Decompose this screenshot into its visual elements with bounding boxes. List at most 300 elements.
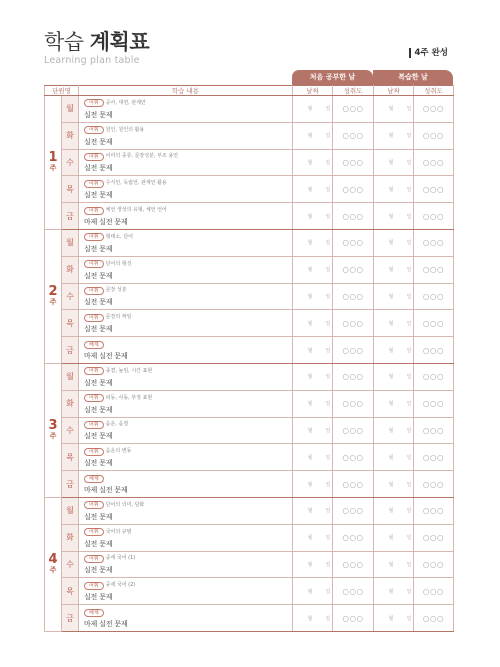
day-label: 일 [325, 508, 331, 515]
lesson-title: 실전 문제 [84, 325, 113, 334]
first-score-field[interactable] [333, 390, 374, 417]
topic-text: 문장 성분 [105, 287, 127, 294]
day-cell: 수 [62, 551, 79, 578]
review-date-field[interactable] [374, 229, 414, 256]
col-review-score: 성취도 [414, 86, 454, 96]
week-number: 1 [48, 150, 58, 166]
table-row [45, 310, 454, 337]
review-score-field[interactable] [414, 176, 454, 203]
month-label: 월 [388, 535, 394, 542]
lesson-title: 실전 문제 [84, 459, 113, 468]
first-date-field[interactable] [293, 444, 333, 471]
month-label: 월 [388, 481, 394, 488]
month-label: 월 [307, 186, 313, 193]
first-score-field[interactable] [333, 203, 374, 230]
review-score-field[interactable] [414, 417, 454, 444]
first-score-field[interactable] [333, 256, 374, 283]
first-date-field[interactable] [293, 310, 333, 337]
week-cell [45, 363, 62, 497]
review-score-field[interactable] [414, 310, 454, 337]
table-row [45, 363, 454, 390]
score-circles: ○○○ [342, 238, 364, 248]
content-cell [79, 363, 293, 390]
category-tag: 어휘 [84, 233, 104, 241]
score-circles: ○○○ [342, 533, 364, 543]
month-label: 월 [388, 320, 394, 327]
score-circles: ○○○ [422, 184, 445, 194]
month-label: 월 [307, 374, 313, 381]
review-date-field[interactable] [374, 176, 414, 203]
category-tag: 어휘 [84, 180, 104, 188]
review-score-field[interactable] [414, 390, 454, 417]
day-label: 일 [325, 106, 331, 113]
review-date-field[interactable] [374, 578, 414, 605]
day-label: 일 [406, 213, 412, 220]
day-label: 일 [325, 454, 331, 461]
first-date-field[interactable] [293, 578, 333, 605]
day-label: 일 [406, 588, 412, 595]
first-date-field[interactable] [293, 283, 333, 310]
review-score-field[interactable] [414, 122, 454, 149]
content-cell [79, 149, 293, 176]
table-row [45, 524, 454, 551]
day-cell: 화 [62, 524, 79, 551]
day-label: 일 [325, 374, 331, 381]
category-tag: 어휘 [84, 582, 104, 590]
month-label: 월 [307, 454, 313, 461]
day-label: 일 [325, 186, 331, 193]
day-label: 일 [406, 561, 412, 568]
topic-text: 피동, 사동, 부정 표현 [105, 394, 153, 401]
day-label: 일 [325, 133, 331, 140]
first-score-field[interactable] [333, 471, 374, 498]
first-score-field[interactable] [333, 417, 374, 444]
day-label: 일 [406, 186, 412, 193]
day-label: 일 [406, 454, 412, 461]
table-row [45, 203, 454, 230]
page-title [44, 30, 149, 54]
day-label: 일 [406, 401, 412, 408]
day-cell: 화 [62, 256, 79, 283]
review-date-field[interactable] [374, 203, 414, 230]
lesson-title: 실전 문제 [84, 191, 113, 200]
day-label: 일 [325, 267, 331, 274]
score-circles: ○○○ [342, 425, 364, 435]
first-score-field[interactable] [333, 605, 374, 632]
score-circles: ○○○ [342, 613, 364, 623]
topic-text: 수식언, 독립언, 관계언 활용 [105, 180, 167, 187]
lesson-title: 실전 문제 [84, 593, 113, 602]
score-circles: ○○○ [422, 131, 445, 141]
review-score-field[interactable] [414, 471, 454, 498]
day-label: 일 [325, 427, 331, 434]
month-label: 월 [307, 133, 313, 140]
first-date-field[interactable] [293, 176, 333, 203]
day-label: 일 [325, 320, 331, 327]
review-date-field[interactable] [374, 256, 414, 283]
score-circles: ○○○ [422, 345, 445, 355]
review-date-field[interactable] [374, 149, 414, 176]
content-cell [79, 471, 293, 498]
lesson-title: 실전 문제 [84, 539, 113, 548]
topic-text: 문장의 짜임 [105, 314, 132, 321]
table-row [45, 390, 454, 417]
month-label: 월 [388, 427, 394, 434]
review-score-field[interactable] [414, 283, 454, 310]
review-date-field[interactable] [374, 363, 414, 390]
content-cell [79, 605, 293, 632]
score-circles: ○○○ [422, 559, 445, 569]
review-date-field[interactable] [374, 497, 414, 524]
lesson-title: 실전 문제 [84, 298, 113, 307]
day-cell: 금 [62, 471, 79, 498]
week-unit: 주 [49, 566, 57, 575]
category-tag: 어휘 [84, 448, 104, 456]
day-label: 일 [406, 374, 412, 381]
review-date-field[interactable] [374, 310, 414, 337]
table-row [45, 229, 454, 256]
first-date-field[interactable] [293, 203, 333, 230]
review-score-field[interactable] [414, 337, 454, 364]
table-row [45, 337, 454, 364]
lesson-title: 실전 문제 [84, 378, 113, 387]
month-label: 월 [388, 508, 394, 515]
lesson-title: 실전 문제 [84, 405, 113, 414]
lesson-title: 실전 문제 [84, 271, 113, 280]
score-circles: ○○○ [422, 157, 445, 167]
table-row [45, 551, 454, 578]
review-date-field[interactable] [374, 337, 414, 364]
topic-text: 중세 국어 (2) [105, 582, 136, 589]
day-label: 일 [325, 481, 331, 488]
day-cell: 화 [62, 122, 79, 149]
month-label: 월 [388, 133, 394, 140]
month-label: 월 [307, 320, 313, 327]
review-score-field[interactable] [414, 551, 454, 578]
first-date-field[interactable] [293, 417, 333, 444]
category-tag: 어휘 [84, 555, 104, 563]
review-score-field[interactable] [414, 497, 454, 524]
review-header: 복습한 날 [373, 70, 453, 85]
content-cell [79, 390, 293, 417]
topic-text: 형태소, 단어 [105, 233, 134, 240]
first-score-field[interactable] [333, 149, 374, 176]
first-date-field[interactable] [293, 390, 333, 417]
week-number: 3 [48, 418, 58, 434]
day-cell: 월 [62, 497, 79, 524]
score-circles: ○○○ [342, 265, 364, 275]
month-label: 월 [307, 481, 313, 488]
first-date-field[interactable] [293, 471, 333, 498]
table-row [45, 283, 454, 310]
month-label: 월 [307, 561, 313, 568]
table-row [45, 578, 454, 605]
week-number: 2 [48, 284, 58, 300]
first-date-field[interactable] [293, 551, 333, 578]
week-unit: 주 [49, 432, 57, 441]
category-tag: 어휘 [84, 421, 104, 429]
score-circles: ○○○ [422, 318, 445, 328]
month-label: 월 [307, 240, 313, 247]
table-row [45, 417, 454, 444]
month-label: 월 [388, 454, 394, 461]
day-label: 일 [406, 615, 412, 622]
first-score-field[interactable] [333, 122, 374, 149]
category-tag: 해제 [84, 341, 104, 349]
score-circles: ○○○ [422, 399, 445, 409]
day-cell: 목 [62, 444, 79, 471]
lesson-title: 마제 실전 문제 [84, 620, 128, 629]
day-cell: 월 [62, 96, 79, 123]
day-cell: 수 [62, 417, 79, 444]
table-row [45, 176, 454, 203]
day-label: 일 [406, 535, 412, 542]
day-cell: 금 [62, 605, 79, 632]
category-tag: 어휘 [84, 207, 104, 215]
first-score-field[interactable] [333, 551, 374, 578]
day-label: 일 [406, 133, 412, 140]
review-date-field[interactable] [374, 122, 414, 149]
first-date-field[interactable] [293, 96, 333, 123]
first-date-field[interactable] [293, 605, 333, 632]
content-cell [79, 578, 293, 605]
score-circles: ○○○ [422, 265, 445, 275]
month-label: 월 [388, 374, 394, 381]
lesson-title: 실전 문제 [84, 432, 113, 441]
first-date-field[interactable] [293, 229, 333, 256]
topic-text: 음운, 음절 [105, 421, 129, 428]
content-cell [79, 122, 293, 149]
col-first-score: 성취도 [333, 86, 374, 96]
score-circles: ○○○ [422, 425, 445, 435]
review-score-field[interactable] [414, 363, 454, 390]
content-cell [79, 551, 293, 578]
month-label: 월 [307, 588, 313, 595]
review-score-field[interactable] [414, 96, 454, 123]
score-circles: ○○○ [422, 479, 445, 489]
day-cell: 금 [62, 337, 79, 364]
week-cell [45, 96, 62, 230]
day-label: 일 [406, 293, 412, 300]
category-tag: 어휘 [84, 394, 104, 402]
first-score-field[interactable] [333, 444, 374, 471]
first-date-field[interactable] [293, 256, 333, 283]
month-label: 월 [388, 293, 394, 300]
day-label: 일 [325, 159, 331, 166]
category-tag: 해제 [84, 475, 104, 483]
day-label: 일 [406, 320, 412, 327]
month-label: 월 [307, 213, 313, 220]
score-circles: ○○○ [422, 452, 445, 462]
score-circles: ○○○ [342, 291, 364, 301]
first-score-field[interactable] [333, 96, 374, 123]
score-circles: ○○○ [342, 452, 364, 462]
month-label: 월 [388, 213, 394, 220]
review-date-field[interactable] [374, 417, 414, 444]
month-label: 월 [307, 293, 313, 300]
review-score-field[interactable] [414, 605, 454, 632]
score-circles: ○○○ [422, 586, 445, 596]
topic-text: 어미의 종류, 문장성분, 부조 용언 [105, 153, 178, 160]
day-label: 일 [406, 267, 412, 274]
first-date-field[interactable] [293, 363, 333, 390]
first-score-field[interactable] [333, 578, 374, 605]
day-cell: 목 [62, 176, 79, 203]
day-cell: 월 [62, 363, 79, 390]
first-date-field[interactable] [293, 337, 333, 364]
score-circles: ○○○ [422, 533, 445, 543]
content-cell [79, 203, 293, 230]
table-row [45, 471, 454, 498]
content-cell [79, 283, 293, 310]
month-label: 월 [307, 267, 313, 274]
week-unit: 주 [49, 298, 57, 307]
review-score-field[interactable] [414, 578, 454, 605]
week-cell [45, 497, 62, 631]
category-tag: 어휘 [84, 528, 104, 536]
month-label: 월 [388, 186, 394, 193]
score-circles: ○○○ [422, 104, 445, 114]
topic-text: 음운의 변동 [105, 448, 132, 455]
review-score-field[interactable] [414, 256, 454, 283]
content-cell [79, 229, 293, 256]
content-cell [79, 176, 293, 203]
month-label: 월 [388, 106, 394, 113]
review-score-field[interactable] [414, 149, 454, 176]
table-row [45, 96, 454, 123]
topic-text: 단어의 형성 [105, 260, 132, 267]
score-circles: ○○○ [422, 372, 445, 382]
score-circles: ○○○ [342, 318, 364, 328]
day-label: 일 [325, 615, 331, 622]
day-label: 일 [406, 427, 412, 434]
review-score-field[interactable] [414, 229, 454, 256]
review-score-field[interactable] [414, 444, 454, 471]
first-score-field[interactable] [333, 310, 374, 337]
day-cell: 목 [62, 578, 79, 605]
first-date-field[interactable] [293, 524, 333, 551]
category-tag: 어휘 [84, 153, 104, 161]
day-label: 일 [325, 588, 331, 595]
first-date-field[interactable] [293, 149, 333, 176]
review-date-field[interactable] [374, 524, 414, 551]
page-subtitle: Learning plan table [44, 55, 140, 66]
completion-badge: 4주 완성 [409, 48, 448, 58]
week-unit: 주 [49, 164, 57, 173]
title-block [44, 30, 149, 66]
col-unit: 단원명 [45, 86, 79, 96]
review-date-field[interactable] [374, 96, 414, 123]
score-circles: ○○○ [342, 586, 364, 596]
first-score-field[interactable] [333, 176, 374, 203]
review-score-field[interactable] [414, 524, 454, 551]
day-cell: 금 [62, 203, 79, 230]
review-score-field[interactable] [414, 203, 454, 230]
table-row [45, 149, 454, 176]
first-score-field[interactable] [333, 524, 374, 551]
col-first-date: 날짜 [293, 86, 333, 96]
day-label: 일 [325, 347, 331, 354]
month-label: 월 [388, 347, 394, 354]
day-label: 일 [325, 561, 331, 568]
day-label: 일 [406, 240, 412, 247]
content-cell [79, 497, 293, 524]
score-circles: ○○○ [342, 345, 364, 355]
review-date-field[interactable] [374, 444, 414, 471]
content-cell [79, 417, 293, 444]
review-date-field[interactable] [374, 551, 414, 578]
month-label: 월 [388, 240, 394, 247]
first-score-field[interactable] [333, 363, 374, 390]
review-date-field[interactable] [374, 605, 414, 632]
lesson-title: 마제 실전 문제 [84, 218, 128, 227]
topic-text: 종결, 높임, 시간 표현 [105, 367, 153, 374]
month-label: 월 [388, 159, 394, 166]
day-label: 일 [406, 159, 412, 166]
day-label: 일 [406, 106, 412, 113]
category-tag: 어휘 [84, 99, 104, 107]
topic-text: 공사, 대면, 관계만 [105, 99, 146, 106]
category-tag: 어휘 [84, 314, 104, 322]
lesson-title: 실전 문제 [84, 512, 113, 521]
topic-text: 중세 국어 (1) [105, 555, 136, 562]
review-date-field[interactable] [374, 283, 414, 310]
category-tag: 해제 [84, 609, 104, 617]
review-date-field[interactable] [374, 390, 414, 417]
day-label: 일 [325, 535, 331, 542]
first-score-field[interactable] [333, 337, 374, 364]
first-score-field[interactable] [333, 229, 374, 256]
content-cell [79, 444, 293, 471]
plan-body [45, 96, 454, 632]
first-date-field[interactable] [293, 497, 333, 524]
page-title-bold: 계획표 [89, 30, 150, 54]
score-circles: ○○○ [342, 559, 364, 569]
lesson-title: 실전 문제 [84, 244, 113, 253]
content-cell [79, 524, 293, 551]
day-cell: 화 [62, 390, 79, 417]
day-label: 일 [325, 293, 331, 300]
month-label: 월 [388, 561, 394, 568]
day-label: 일 [325, 240, 331, 247]
first-score-field[interactable] [333, 497, 374, 524]
day-label: 일 [325, 401, 331, 408]
score-circles: ○○○ [342, 479, 364, 489]
first-score-field[interactable] [333, 283, 374, 310]
day-label: 일 [325, 213, 331, 220]
month-label: 월 [307, 508, 313, 515]
month-label: 월 [307, 401, 313, 408]
score-circles: ○○○ [422, 613, 445, 623]
month-label: 월 [388, 401, 394, 408]
content-cell [79, 96, 293, 123]
col-content: 학습 내용 [79, 86, 293, 96]
first-date-field[interactable] [293, 122, 333, 149]
month-label: 월 [307, 347, 313, 354]
score-circles: ○○○ [422, 506, 445, 516]
table-row [45, 256, 454, 283]
lesson-title: 실전 문제 [84, 110, 113, 119]
topic-text: 국어의 규범 [105, 528, 132, 535]
topic-text: 체언 생성의 유형, 체언 언어 [105, 207, 167, 214]
score-circles: ○○○ [342, 104, 364, 114]
table-header-row [45, 86, 454, 96]
month-label: 월 [307, 535, 313, 542]
score-circles: ○○○ [342, 506, 364, 516]
table-row [45, 444, 454, 471]
day-cell: 목 [62, 310, 79, 337]
review-date-field[interactable] [374, 471, 414, 498]
